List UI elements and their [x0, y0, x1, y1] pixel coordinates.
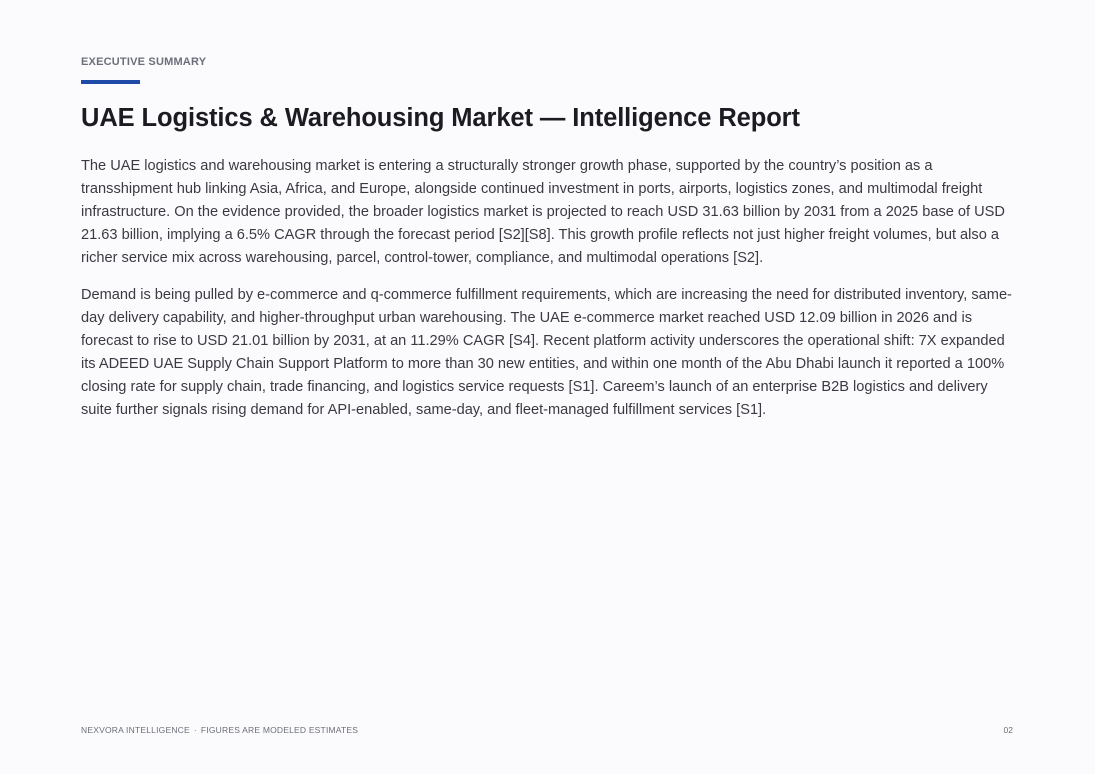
footer-brand: NEXVORA INTELLIGENCE	[81, 725, 190, 735]
section-eyebrow: EXECUTIVE SUMMARY	[81, 56, 207, 68]
footer-separator: ·	[193, 725, 197, 735]
page-title: UAE Logistics & Warehousing Market — Intelligence Report	[81, 104, 800, 132]
accent-rule	[81, 80, 140, 84]
page-number: 02	[1003, 725, 1013, 735]
summary-body	[81, 155, 1015, 436]
footer-disclaimer: FIGURES ARE MODELED ESTIMATES	[200, 725, 359, 735]
summary-paragraph-1: The UAE logistics and warehousing market is entering a structurally stronger growth phase, supported by the country’s position as a transshipment hub linking Asia, Africa, and Europe, alongside continued investment in ports, airports, logistics zones, and multimodal freight infrastructure. On the evidence provided, the broader logistics market is projected to reach USD 31.63 billion by 2031 from a 2025 base of USD 21.63 billion, implying a 6.5% CAGR through the forecast period [S2][S8]. This growth profile reflects not just higher freight volumes, but also a richer service mix across warehousing, parcel, control-tower, compliance, and multimodal operations [S2].	[81, 158, 1005, 266]
summary-paragraph-2: Demand is being pulled by e-commerce and q-commerce fulfillment requirements, which are increasing the need for distributed inventory, same-day delivery capability, and higher-throughput urban warehousing. The UAE e-commerce market reached USD 12.09 billion in 2026 and is forecast to rise to USD 21.01 billion by 2031, at an 11.29% CAGR [S4]. Recent platform activity underscores the operational shift: 7X expanded its ADEED UAE Supply Chain Support Platform to more than 30 new entities, and within one month of the Abu Dhabi launch it reported a 100% closing rate for supply chain, trade financing, and logistics service requests [S1]. Careem’s launch of an enterprise B2B logistics and delivery suite further signals rising demand for API-enabled, same-day, and fleet-managed fulfillment services [S1].	[81, 287, 1012, 418]
footer-note	[81, 725, 358, 735]
